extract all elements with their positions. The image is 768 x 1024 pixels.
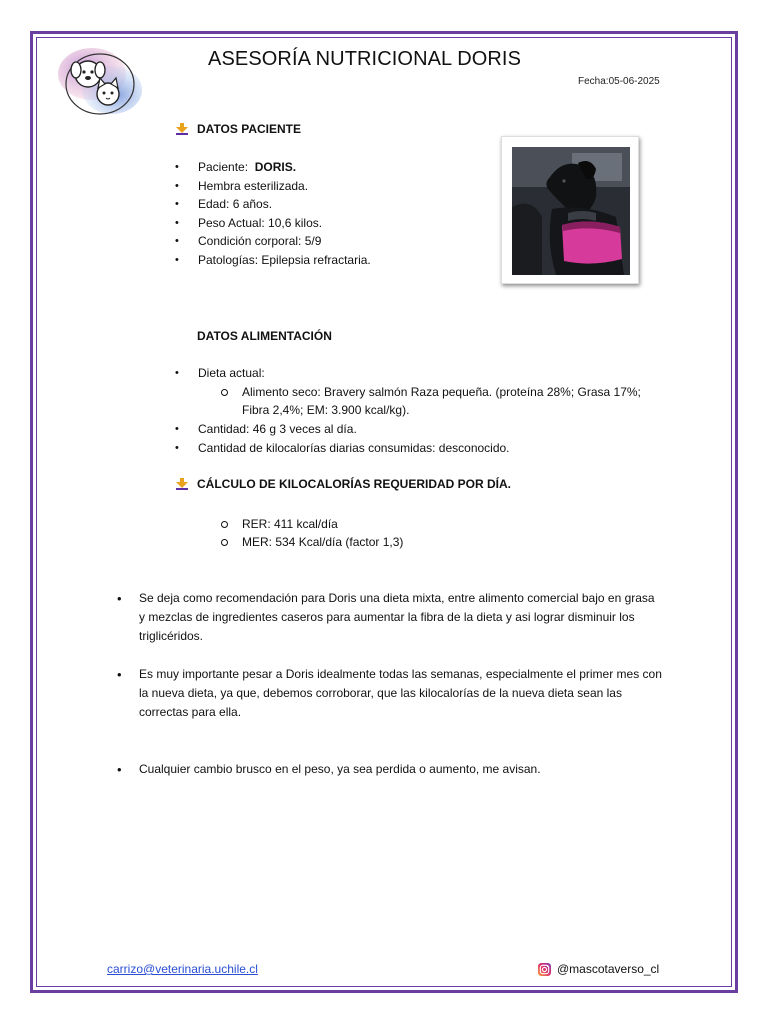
calc-section-heading [175, 477, 511, 491]
report-date: Fecha:05-06-2025 [578, 76, 660, 87]
list-item: • Condición corporal: 5/9 [175, 232, 475, 251]
dog-photo-image [512, 147, 630, 275]
list-item: • Cantidad: 46 g 3 veces al día. [175, 420, 665, 439]
list-item: • Es muy importante pesar a Doris idealmente todas las semanas, especialmente el primer mes con la nueva dieta, ya que, debemos corroborar, que las kilocalorías de la nueva dieta sean las correctas para ella. [117, 665, 662, 722]
list-item: RER: 411 kcal/día [219, 515, 619, 533]
mascotaverso-logo [52, 42, 148, 122]
arrow-down-icon [175, 123, 189, 135]
list-item: • Hembra esterilizada. [175, 177, 475, 196]
patient-heading-label: DATOS PACIENTE [197, 122, 302, 136]
feeding-heading-label: DATOS ALIMENTACIÓN [197, 329, 332, 343]
recommendation-2 [117, 665, 662, 722]
logo-icon [52, 42, 148, 122]
instagram-handle-label: @mascotaverso_cl [557, 962, 660, 976]
patient-name-value: DORIS. [254, 160, 297, 174]
list-item: • Patologías: Epilepsia refractaria. [175, 251, 475, 270]
recommendation-3 [117, 760, 662, 779]
list-item: • Peso Actual: 10,6 kilos. [175, 214, 475, 233]
patient-section-heading [175, 122, 301, 136]
patient-list [175, 158, 475, 269]
list-item: • Cualquier cambio brusco en el peso, ya sea perdida o aumento, me avisan. [117, 760, 662, 779]
feeding-list-2 [175, 420, 665, 457]
list-item [175, 158, 475, 177]
patient-photo [501, 136, 639, 284]
list-item: • Edad: 6 años. [175, 195, 475, 214]
contact-email-link[interactable]: carrizo@veterinaria.uchile.cl [107, 962, 258, 976]
patient-name-label: Paciente: [198, 160, 249, 174]
calc-list [219, 515, 619, 551]
diet-sublist [219, 383, 665, 419]
instagram-icon [538, 963, 551, 976]
list-item: • Dieta actual: [175, 364, 665, 383]
instagram-handle[interactable] [538, 962, 659, 976]
list-item: MER: 534 Kcal/día (factor 1,3) [219, 533, 619, 551]
recommendation-1 [117, 589, 662, 646]
list-item: Alimento seco: Bravery salmón Raza pequeña. (proteína 28%; Grasa 17%; Fibra 2,4%; EM: 3.900 kcal/kg). [219, 383, 665, 419]
arrow-down-icon [175, 478, 189, 490]
list-item: • Se deja como recomendación para Doris una dieta mixta, entre alimento comercial bajo en grasa y mezclas de ingredientes caseros para aumentar la fibra de la dieta y asi lograr disminuir los triglicéridos. [117, 589, 662, 646]
feeding-list [175, 364, 665, 383]
calc-heading-label: CÁLCULO DE KILOCALORÍAS REQUERIDAD POR DÍA. [197, 477, 512, 491]
list-item: • Cantidad de kilocalorías diarias consumidas: desconocido. [175, 439, 665, 458]
page-title: ASESORÍA NUTRICIONAL DORIS [208, 48, 522, 70]
feeding-section-heading [197, 329, 332, 343]
